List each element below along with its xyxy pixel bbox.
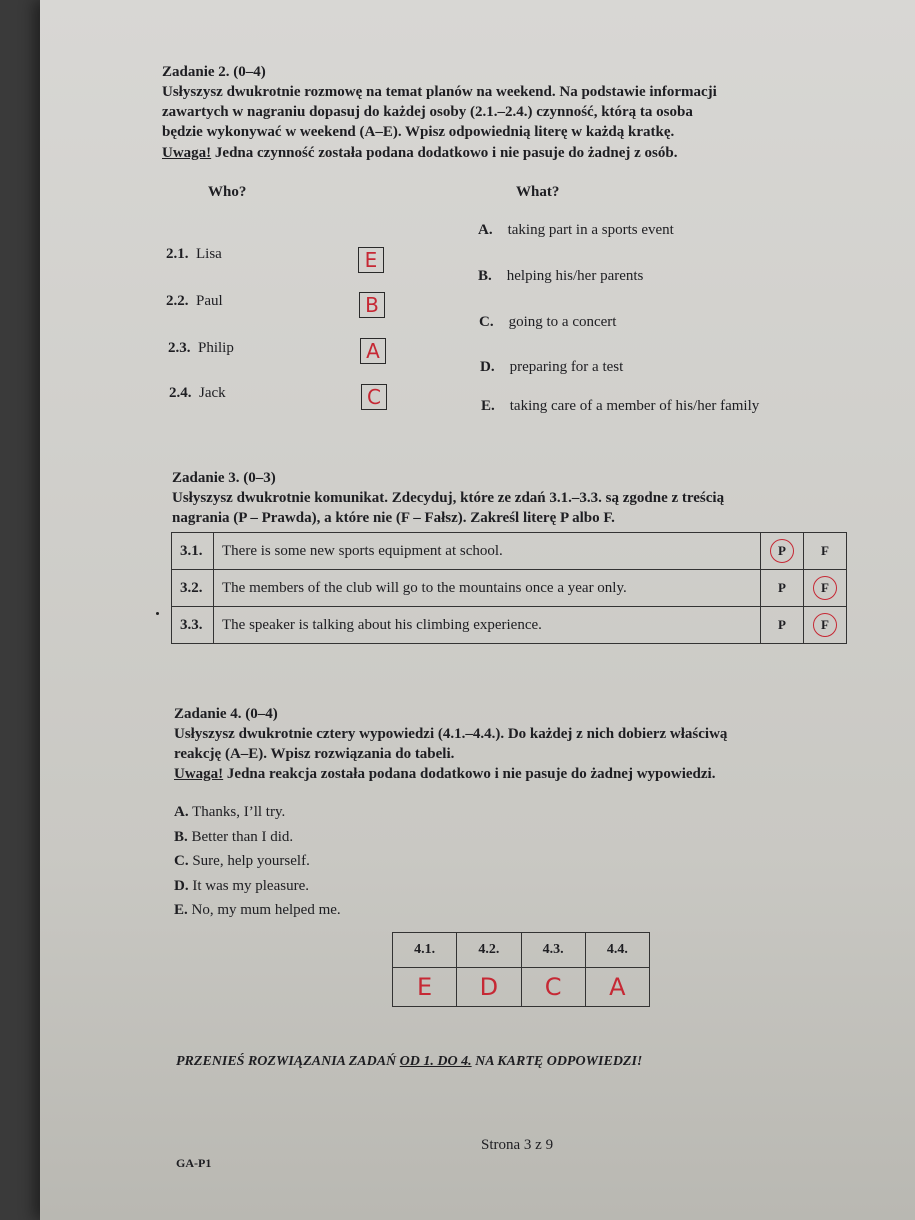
- handwritten-answer: A: [366, 339, 380, 363]
- option-letter: A.: [174, 804, 189, 820]
- task2-instruction-line3: będzie wykonywać w weekend (A–E). Wpisz odpowiednią literę w każdą kratkę.: [162, 124, 675, 140]
- task4-instruction-line1: Usłyszysz dwukrotnie cztery wypowiedzi (4.1.–4.4.). Do każdej z nich dobierz właściwą: [174, 726, 728, 742]
- activity-letter: B.: [478, 268, 492, 284]
- person-row: [168, 340, 234, 357]
- task3-title: Zadanie 3. (0–3): [172, 470, 276, 486]
- task2-uwaga-text: Jedna czynność została podana dodatkowo i nie pasuje do żadnej z osób.: [211, 145, 678, 161]
- person-name: Jack: [199, 385, 226, 401]
- table-row: [393, 933, 650, 968]
- transfer-note-a: PRZENIEŚ ROZWIĄZANIA ZADAŃ: [176, 1054, 400, 1069]
- person-row: [166, 293, 223, 310]
- answer-header: 4.1.: [393, 933, 457, 968]
- statement-num: 3.3.: [172, 607, 214, 644]
- option-text: No, my mum helped me.: [187, 902, 341, 918]
- activity-text: taking part in a sports event: [507, 222, 674, 238]
- person-num: 2.2.: [166, 293, 189, 309]
- answer-box-2-3[interactable]: [360, 338, 386, 364]
- task2-uwaga: Uwaga!: [162, 145, 212, 161]
- answer-cell[interactable]: [521, 968, 585, 1007]
- handwritten-answer: A: [609, 973, 626, 1001]
- activity-letter: C.: [479, 314, 494, 330]
- person-name: Philip: [198, 340, 234, 356]
- option-text: It was my pleasure.: [188, 878, 309, 894]
- answer-box-2-2[interactable]: [359, 292, 385, 318]
- handwritten-answer: E: [417, 973, 433, 1001]
- option-letter: C.: [174, 853, 189, 869]
- activity-letter: A.: [478, 222, 493, 238]
- handwritten-answer: C: [544, 973, 562, 1001]
- circled-f: F: [813, 613, 837, 637]
- handwritten-answer: C: [367, 385, 381, 409]
- task4-instruction-line2: reakcję (A–E). Wpisz rozwiązania do tabeli.: [174, 746, 455, 762]
- task4-uwaga: Uwaga!: [174, 766, 224, 782]
- activity-item: [478, 222, 674, 239]
- answer-header: 4.3.: [521, 933, 585, 968]
- table-row: [393, 968, 650, 1007]
- activity-item: [479, 314, 616, 331]
- activity-item: [478, 268, 643, 285]
- statement-text: There is some new sports equipment at school.: [214, 533, 761, 570]
- person-row: [166, 246, 222, 263]
- task4-instruction-line3: [174, 766, 715, 783]
- answer-box-2-1[interactable]: [358, 247, 384, 273]
- option-item: [174, 853, 310, 870]
- option-p[interactable]: [761, 533, 804, 570]
- answer-cell[interactable]: [457, 968, 521, 1007]
- option-item: [174, 829, 293, 846]
- task2-title: Zadanie 2. (0–4): [162, 64, 266, 80]
- answer-header: 4.4.: [585, 933, 649, 968]
- person-num: 2.3.: [168, 340, 191, 356]
- handwritten-answer: D: [479, 973, 499, 1001]
- activity-letter: D.: [480, 359, 495, 375]
- activity-item: [481, 398, 759, 415]
- option-text: Sure, help yourself.: [188, 853, 310, 869]
- activity-text: preparing for a test: [509, 359, 624, 375]
- option-f[interactable]: [804, 570, 847, 607]
- answer-table: [392, 932, 650, 1007]
- activity-text: going to a concert: [508, 314, 617, 330]
- handwritten-answer: E: [364, 248, 378, 272]
- task3-instruction-line2: nagrania (P – Prawda), a które nie (F – Fałsz). Zakreśl literę P albo F.: [172, 510, 615, 526]
- option-p[interactable]: P: [761, 570, 804, 607]
- transfer-note: [176, 1054, 642, 1070]
- option-f[interactable]: [804, 607, 847, 644]
- person-name: Lisa: [196, 246, 222, 262]
- answer-box-2-4[interactable]: [361, 384, 387, 410]
- task4-title: Zadanie 4. (0–4): [174, 706, 278, 722]
- task3-instruction-line1: Usłyszysz dwukrotnie komunikat. Zdecyduj, które ze zdań 3.1.–3.3. są zgodne z treścią: [172, 490, 725, 506]
- task2-instruction-line2: zawartych w nagraniu dopasuj do każdej osoby (2.1.–2.4.) czynność, którą ta osoba: [162, 104, 693, 120]
- page-number: Strona 3 z 9: [481, 1137, 554, 1153]
- circled-p: P: [770, 539, 794, 563]
- person-num: 2.4.: [169, 385, 192, 401]
- task2-instruction-line4: [162, 145, 677, 162]
- exam-code: GA-P1: [176, 1156, 212, 1170]
- statement-text: The members of the club will go to the mountains once a year only.: [214, 570, 761, 607]
- activity-item: [480, 359, 623, 376]
- handwritten-answer: B: [365, 293, 379, 317]
- table-row: [172, 570, 847, 607]
- task2-instruction-line1: Usłyszysz dwukrotnie rozmowę na temat planów na weekend. Na podstawie informacji: [162, 84, 717, 100]
- option-item: [174, 878, 309, 895]
- activity-text: helping his/her parents: [506, 268, 644, 284]
- table-row: [172, 533, 847, 570]
- option-text: Better than I did.: [187, 829, 294, 845]
- exam-page: [40, 0, 915, 1220]
- person-name: Paul: [196, 293, 223, 309]
- person-row: [169, 385, 226, 402]
- what-header: What?: [516, 184, 560, 200]
- circled-f: F: [813, 576, 837, 600]
- answer-cell[interactable]: [585, 968, 649, 1007]
- option-text: Thanks, I’ll try.: [188, 804, 286, 820]
- task4-uwaga-text: Jedna reakcja została podana dodatkowo i nie pasuje do żadnej wypowiedzi.: [223, 766, 716, 782]
- option-p[interactable]: P: [761, 607, 804, 644]
- activity-letter: E.: [481, 398, 495, 414]
- statement-text: The speaker is talking about his climbing experience.: [214, 607, 761, 644]
- activity-text: taking care of a member of his/her family: [509, 398, 760, 414]
- option-letter: B.: [174, 829, 188, 845]
- transfer-note-b: OD 1. DO 4.: [399, 1054, 472, 1069]
- person-num: 2.1.: [166, 246, 189, 262]
- option-item: [174, 804, 285, 821]
- true-false-table: [171, 532, 847, 644]
- answer-cell[interactable]: [393, 968, 457, 1007]
- option-item: [174, 902, 341, 919]
- option-letter: D.: [174, 878, 189, 894]
- statement-num: 3.1.: [172, 533, 214, 570]
- who-header: Who?: [208, 184, 247, 200]
- ink-dot: [156, 612, 159, 615]
- option-letter: E.: [174, 902, 188, 918]
- option-f[interactable]: F: [804, 533, 847, 570]
- transfer-note-c: NA KARTĘ ODPOWIEDZI!: [471, 1054, 643, 1069]
- answer-header: 4.2.: [457, 933, 521, 968]
- statement-num: 3.2.: [172, 570, 214, 607]
- table-row: [172, 607, 847, 644]
